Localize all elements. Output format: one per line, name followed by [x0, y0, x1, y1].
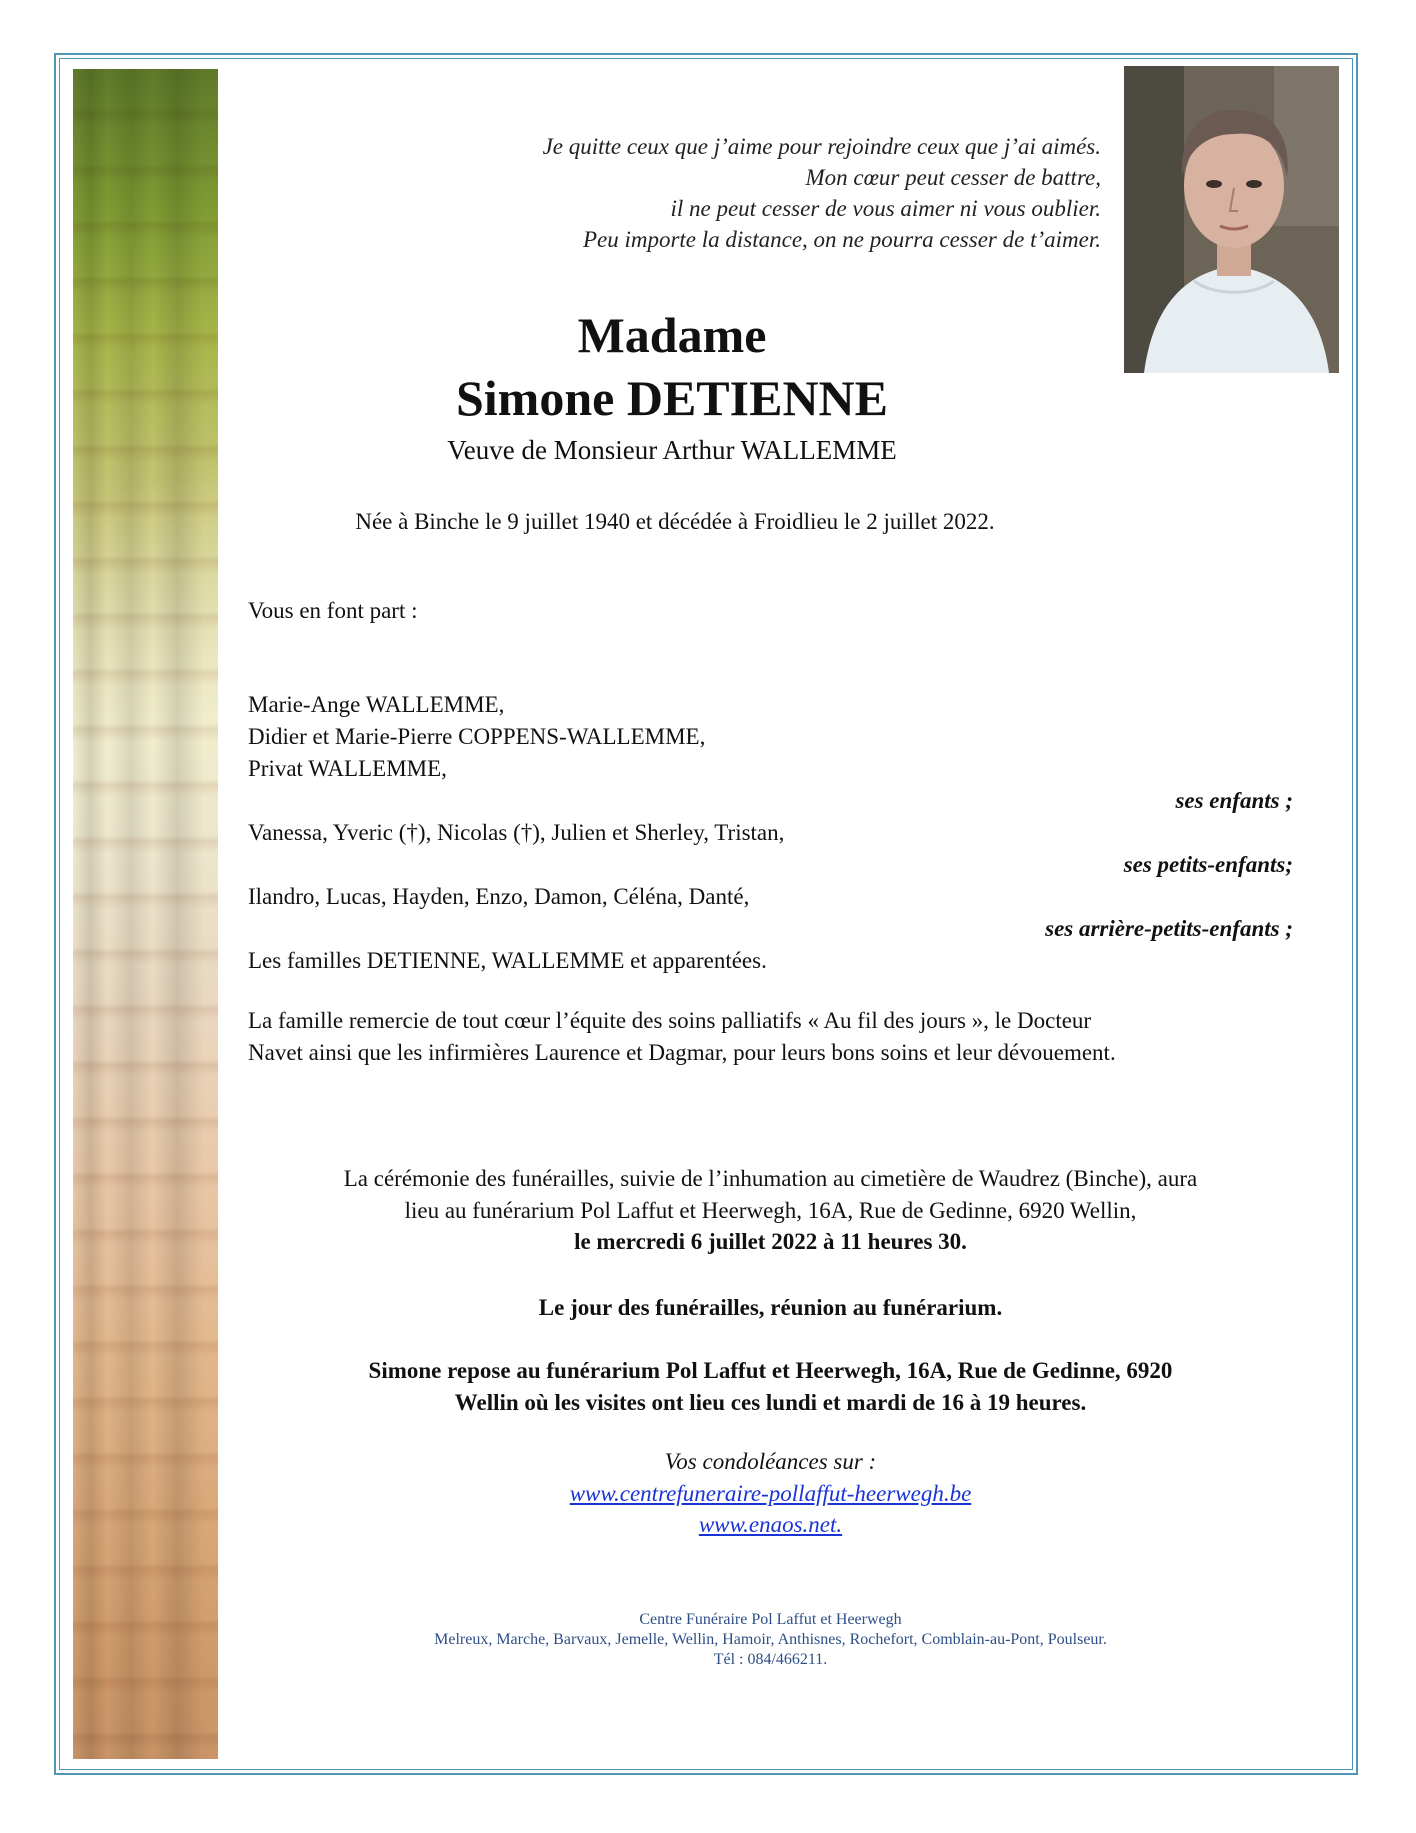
visits-line: Simone repose au funérarium Pol Laffut et Heerwegh, 16A, Rue de Gedinne, 6920 [368, 1358, 1173, 1383]
poem [301, 131, 1101, 255]
thanks-line: La famille remercie de tout cœur l’équite des soins palliatifs « Au fil des jours », le Docteur [248, 1008, 1092, 1033]
thanks-paragraph [248, 1005, 1293, 1069]
great-grandchildren-label: ses arrière-petits-enfants ; [1045, 916, 1293, 941]
thanks-line: Navet ainsi que les infirmières Laurence et Dagmar, pour leurs bons soins et leur dévouement. [248, 1040, 1116, 1065]
gathering-note: Le jour des funérailles, réunion au funérarium. [538, 1295, 1003, 1320]
portrait-photo [1124, 66, 1339, 373]
birth-death-dates: Née à Binche le 9 juillet 1940 et décédée à Froidlieu le 2 juillet 2022. [355, 509, 995, 534]
portrait-illustration [1124, 66, 1339, 373]
footer-company: Centre Funéraire Pol Laffut et Heerwegh [639, 1611, 902, 1628]
deceased-name: Simone DETIENNE [455, 370, 889, 426]
family-list [248, 689, 1293, 977]
condolences-link-enaos[interactable]: www.enaos.net. [698, 1512, 843, 1537]
ceremony-date: le mercredi 6 juillet 2022 à 11 heures 30. [574, 1229, 967, 1254]
ceremony-line: La cérémonie des funérailles, suivie de l’inhumation au cimetière de Waudrez (Binche), aura [343, 1166, 1198, 1191]
child-name: Didier et Marie-Pierre COPPENS-WALLEMME, [248, 724, 706, 749]
children-label: ses enfants ; [1175, 788, 1293, 813]
visits-info [248, 1355, 1293, 1418]
poem-line: il ne peut cesser de vous aimer ni vous oublier. [670, 196, 1101, 221]
condolences-link-funeral-center[interactable]: www.centrefuneraire-pollaffut-heerwegh.be [569, 1480, 972, 1506]
footer-locations: Melreux, Marche, Barvaux, Jemelle, Wellin, Hamoir, Anthisnes, Rochefort, Comblain-au-Pont, Poulseur. [434, 1631, 1107, 1648]
visits-line: Wellin où les visites ont lieu ces lundi et mardi de 16 à 19 heures. [454, 1389, 1087, 1415]
widow-of: Veuve de Monsieur Arthur WALLEMME [447, 435, 897, 465]
forest-path-image [73, 69, 218, 1759]
poem-line: Je quitte ceux que j’aime pour rejoindre ceux que j’ai aimés. [542, 134, 1101, 159]
families-line: Les familles DETIENNE, WALLEMME et apparentées. [248, 948, 767, 973]
honorific: Madame [577, 307, 767, 363]
condolences-label: Vos condoléances sur : [664, 1449, 877, 1474]
great-grandchildren-names: Ilandro, Lucas, Hayden, Enzo, Damon, Céléna, Danté, [248, 884, 750, 909]
child-name: Privat WALLEMME, [248, 756, 447, 781]
condolences [248, 1446, 1293, 1541]
ceremony-line: lieu au funérarium Pol Laffut et Heerwegh, 16A, Rue de Gedinne, 6920 Wellin, [404, 1197, 1137, 1223]
footer-phone: Tél : 084/466211. [713, 1651, 828, 1668]
grandchildren-label: ses petits-enfants; [1123, 852, 1293, 877]
poem-line: Peu importe la distance, on ne pourra cesser de t’aimer. [582, 227, 1101, 252]
grandchildren-names: Vanessa, Yveric (†), Nicolas (†), Julien et Sherley, Tristan, [248, 820, 785, 845]
poem-line: Mon cœur peut cesser de battre, [805, 165, 1101, 190]
ceremony-info [248, 1163, 1293, 1258]
announce: Vous en font part : [248, 598, 418, 623]
footer [248, 1610, 1293, 1670]
child-name: Marie-Ange WALLEMME, [248, 692, 505, 717]
